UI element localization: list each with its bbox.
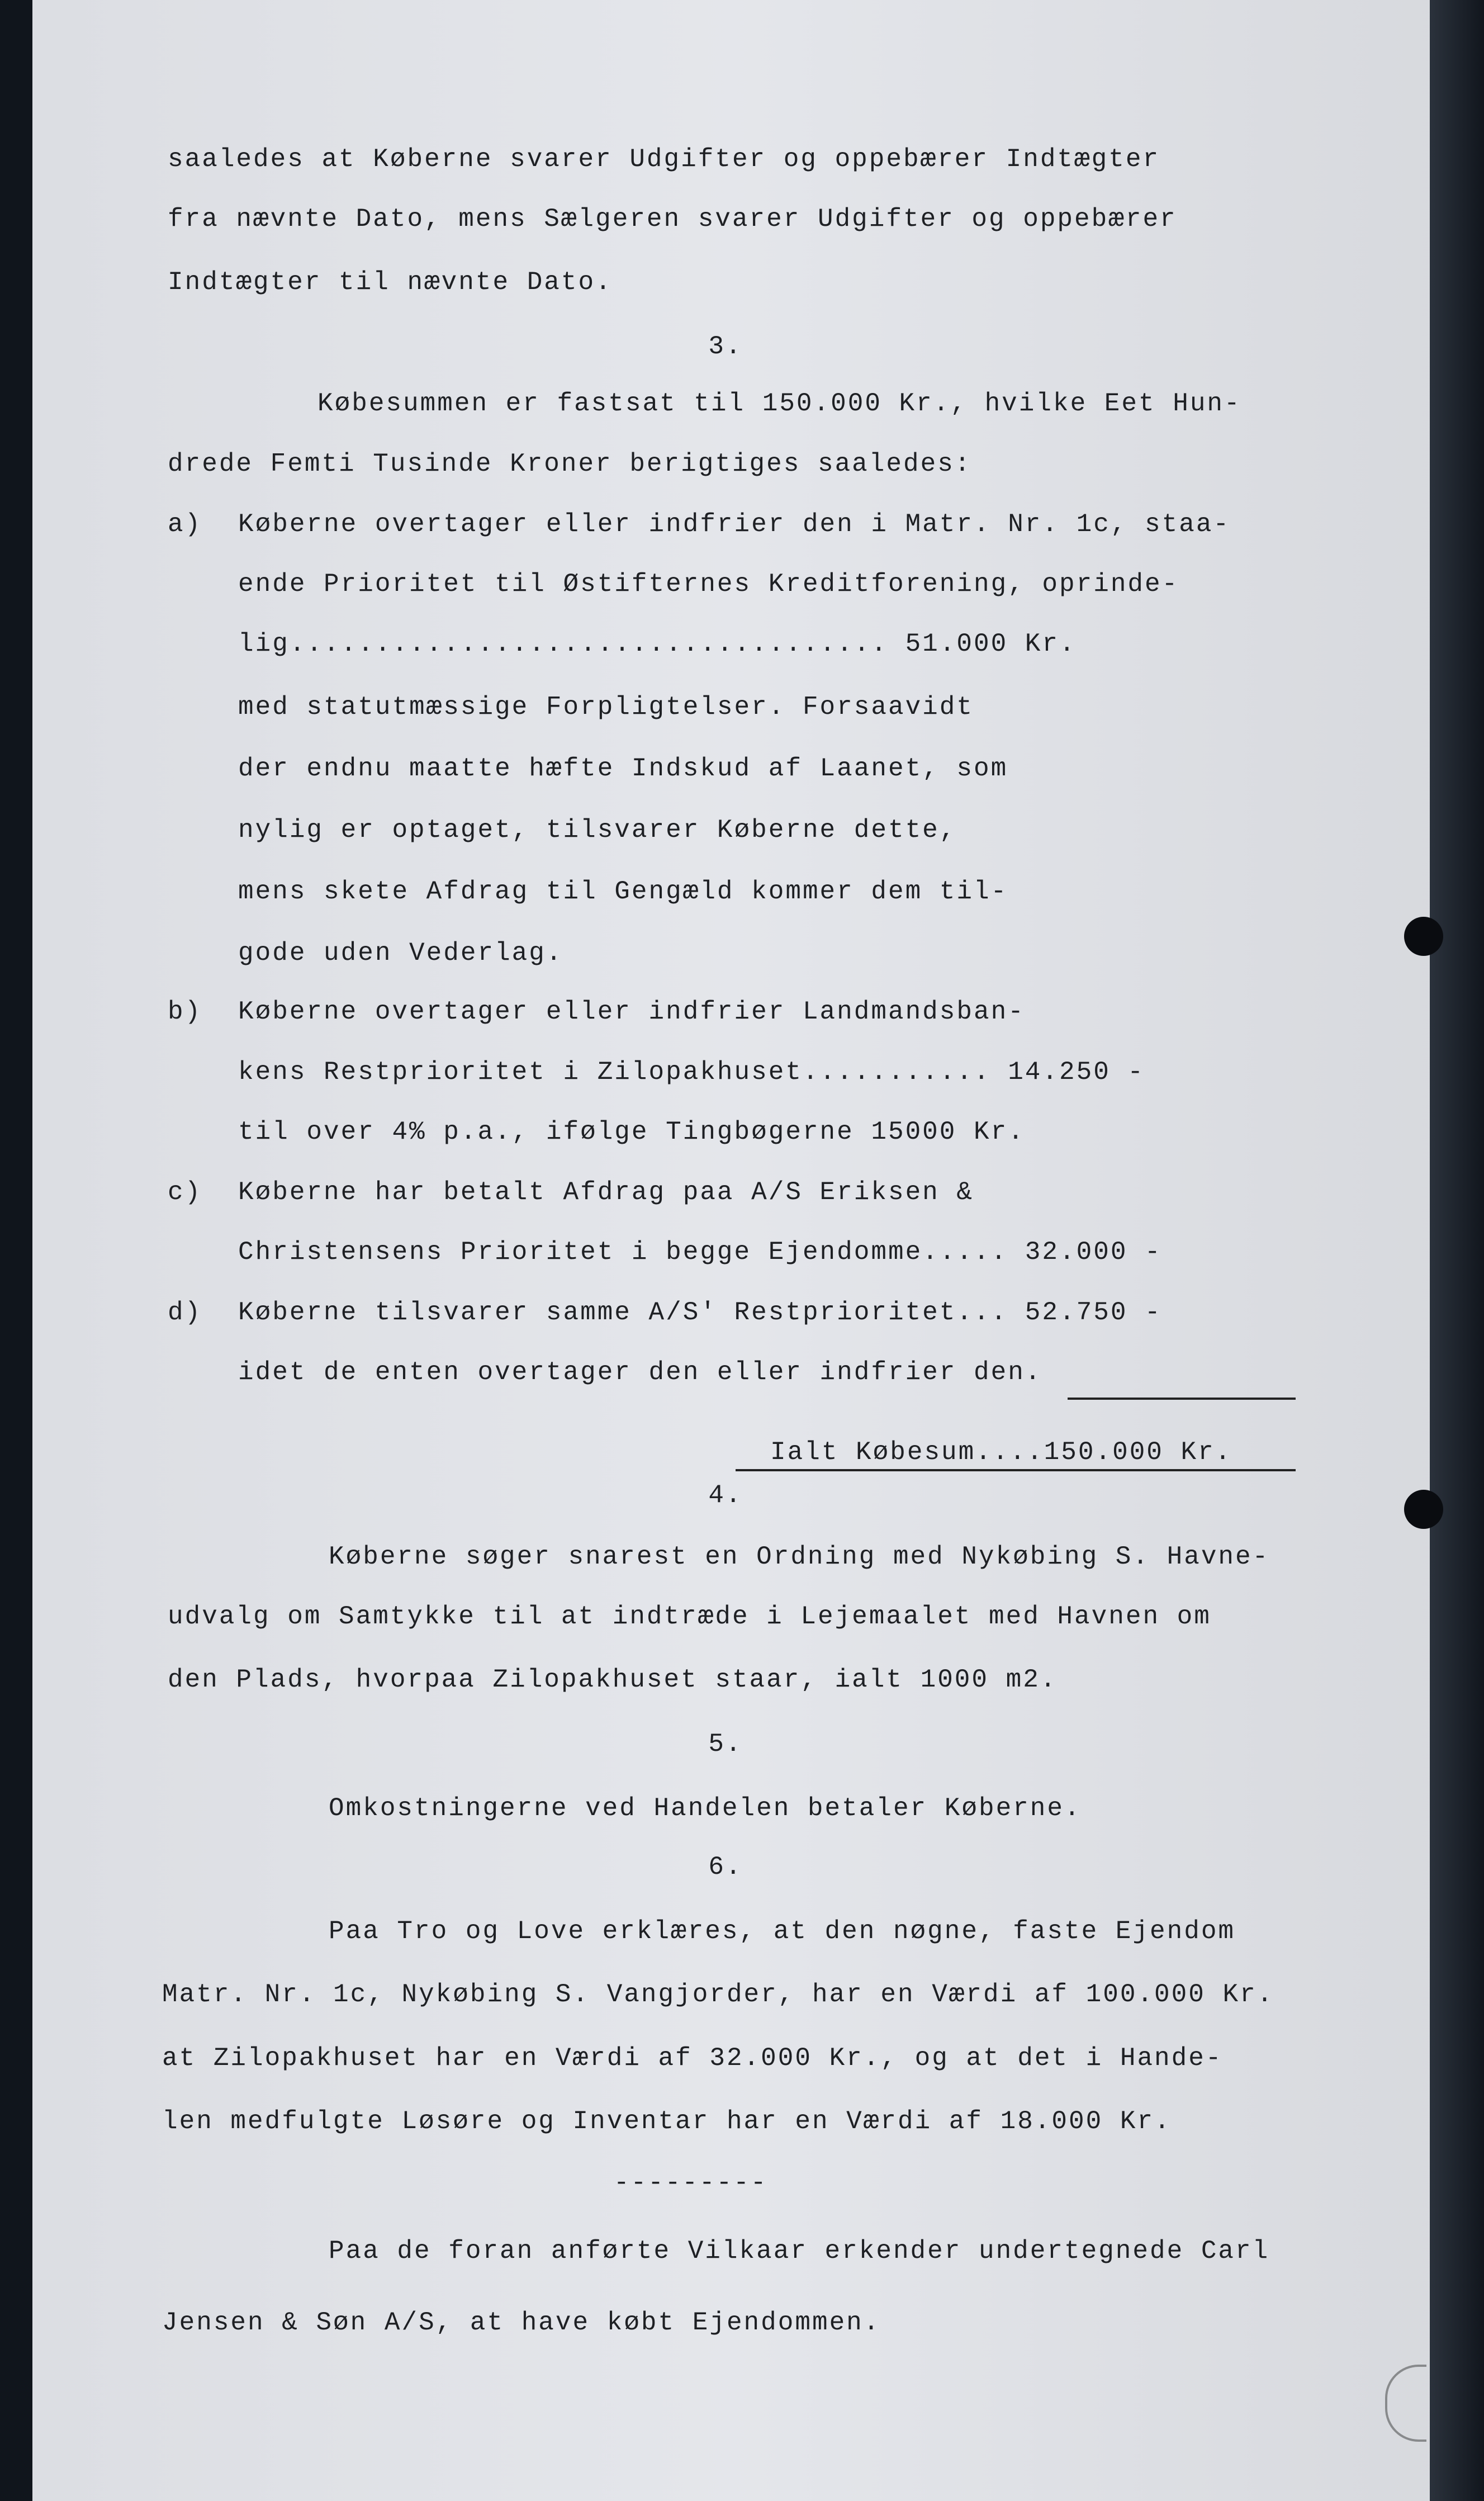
punch-hole-bottom (1404, 1490, 1443, 1529)
text-line: at Zilopakhuset har en Værdi af 32.000 Kr., og at det i Hande- (162, 2044, 1223, 2073)
bleed-through-decoration (55, 2197, 89, 2294)
sum-rule (1068, 1398, 1296, 1400)
text-line: Køberne overtager eller indfrier Landmandsban- (238, 997, 1025, 1026)
text-line: saaledes at Køberne svarer Udgifter og oppebærer Indtægter (168, 145, 1160, 174)
item-label: d) (168, 1298, 202, 1327)
document-page (32, 0, 1430, 2501)
section-number: 3. (708, 332, 743, 361)
text-line: len medfulgte Løsøre og Inventar har en Værdi af 18.000 Kr. (162, 2107, 1172, 2136)
punch-hole-top (1404, 917, 1443, 956)
text-line: Christensens Prioritet i begge Ejendomme..... 32.000 - (238, 1238, 1162, 1267)
text-line: Køberne overtager eller indfrier den i Matr. Nr. 1c, staa- (238, 510, 1231, 539)
corner-mark (1385, 2365, 1426, 2442)
text-line: med statutmæssige Forpligtelser. Forsaavidt (238, 693, 974, 722)
text-line: lig................................... 51.000 Kr. (238, 629, 1077, 659)
separator-dashes: --------- (614, 2168, 768, 2197)
item-label: b) (168, 997, 202, 1026)
text-line: fra nævnte Dato, mens Sælgeren svarer Udgifter og oppebærer (168, 205, 1177, 234)
item-label: a) (168, 510, 202, 539)
text-line: der endnu maatte hæfte Indskud af Laanet, som (238, 754, 1008, 783)
text-line: Købesummen er fastsat til 150.000 Kr., hvilke Eet Hun- (317, 389, 1241, 418)
text-line: ende Prioritet til Østifternes Kreditforening, oprinde- (238, 570, 1179, 599)
total-line: Ialt Købesum....150.000 Kr. (770, 1438, 1232, 1467)
section-number: 5. (708, 1730, 743, 1759)
text-line: Jensen & Søn A/S, at have købt Ejendommen. (162, 2308, 881, 2337)
text-line: kens Restprioritet i Zilopakhuset........... 14.250 - (238, 1058, 1145, 1087)
section-number: 4. (708, 1481, 743, 1510)
total-underline (736, 1469, 1296, 1471)
text-line: til over 4% p.a., ifølge Tingbøgerne 15000 Kr. (238, 1117, 1025, 1147)
scan-edge (1430, 0, 1484, 2501)
text-line: Køberne har betalt Afdrag paa A/S Eriksen & (238, 1178, 974, 1207)
text-line: Matr. Nr. 1c, Nykøbing S. Vangjorder, har en Værdi af 100.000 Kr. (162, 1980, 1274, 2009)
text-line: mens skete Afdrag til Gengæld kommer dem til- (238, 877, 1008, 906)
text-line: Køberne tilsvarer samme A/S' Restprioritet... 52.750 - (238, 1298, 1162, 1327)
section-number: 6. (708, 1853, 743, 1882)
text-line: idet de enten overtager den eller indfrier den. (238, 1358, 1042, 1387)
item-label: c) (168, 1178, 202, 1207)
text-line: Paa Tro og Love erklæres, at den nøgne, faste Ejendom (329, 1917, 1236, 1946)
text-line: den Plads, hvorpaa Zilopakhuset staar, ialt 1000 m2. (168, 1665, 1058, 1694)
text-line: gode uden Vederlag. (238, 939, 563, 968)
text-line: drede Femti Tusinde Kroner berigtiges saaledes: (168, 449, 972, 479)
text-line: Indtægter til nævnte Dato. (168, 268, 613, 297)
text-line: Køberne søger snarest en Ordning med Nykøbing S. Havne- (329, 1542, 1270, 1571)
text-line: udvalg om Samtykke til at indtræde i Lejemaalet med Havnen om (168, 1602, 1211, 1631)
text-line: Paa de foran anførte Vilkaar erkender undertegnede Carl (329, 2237, 1270, 2266)
text-line: nylig er optaget, tilsvarer Køberne dette, (238, 816, 957, 845)
text-line: Omkostningerne ved Handelen betaler Køberne. (329, 1794, 1082, 1823)
